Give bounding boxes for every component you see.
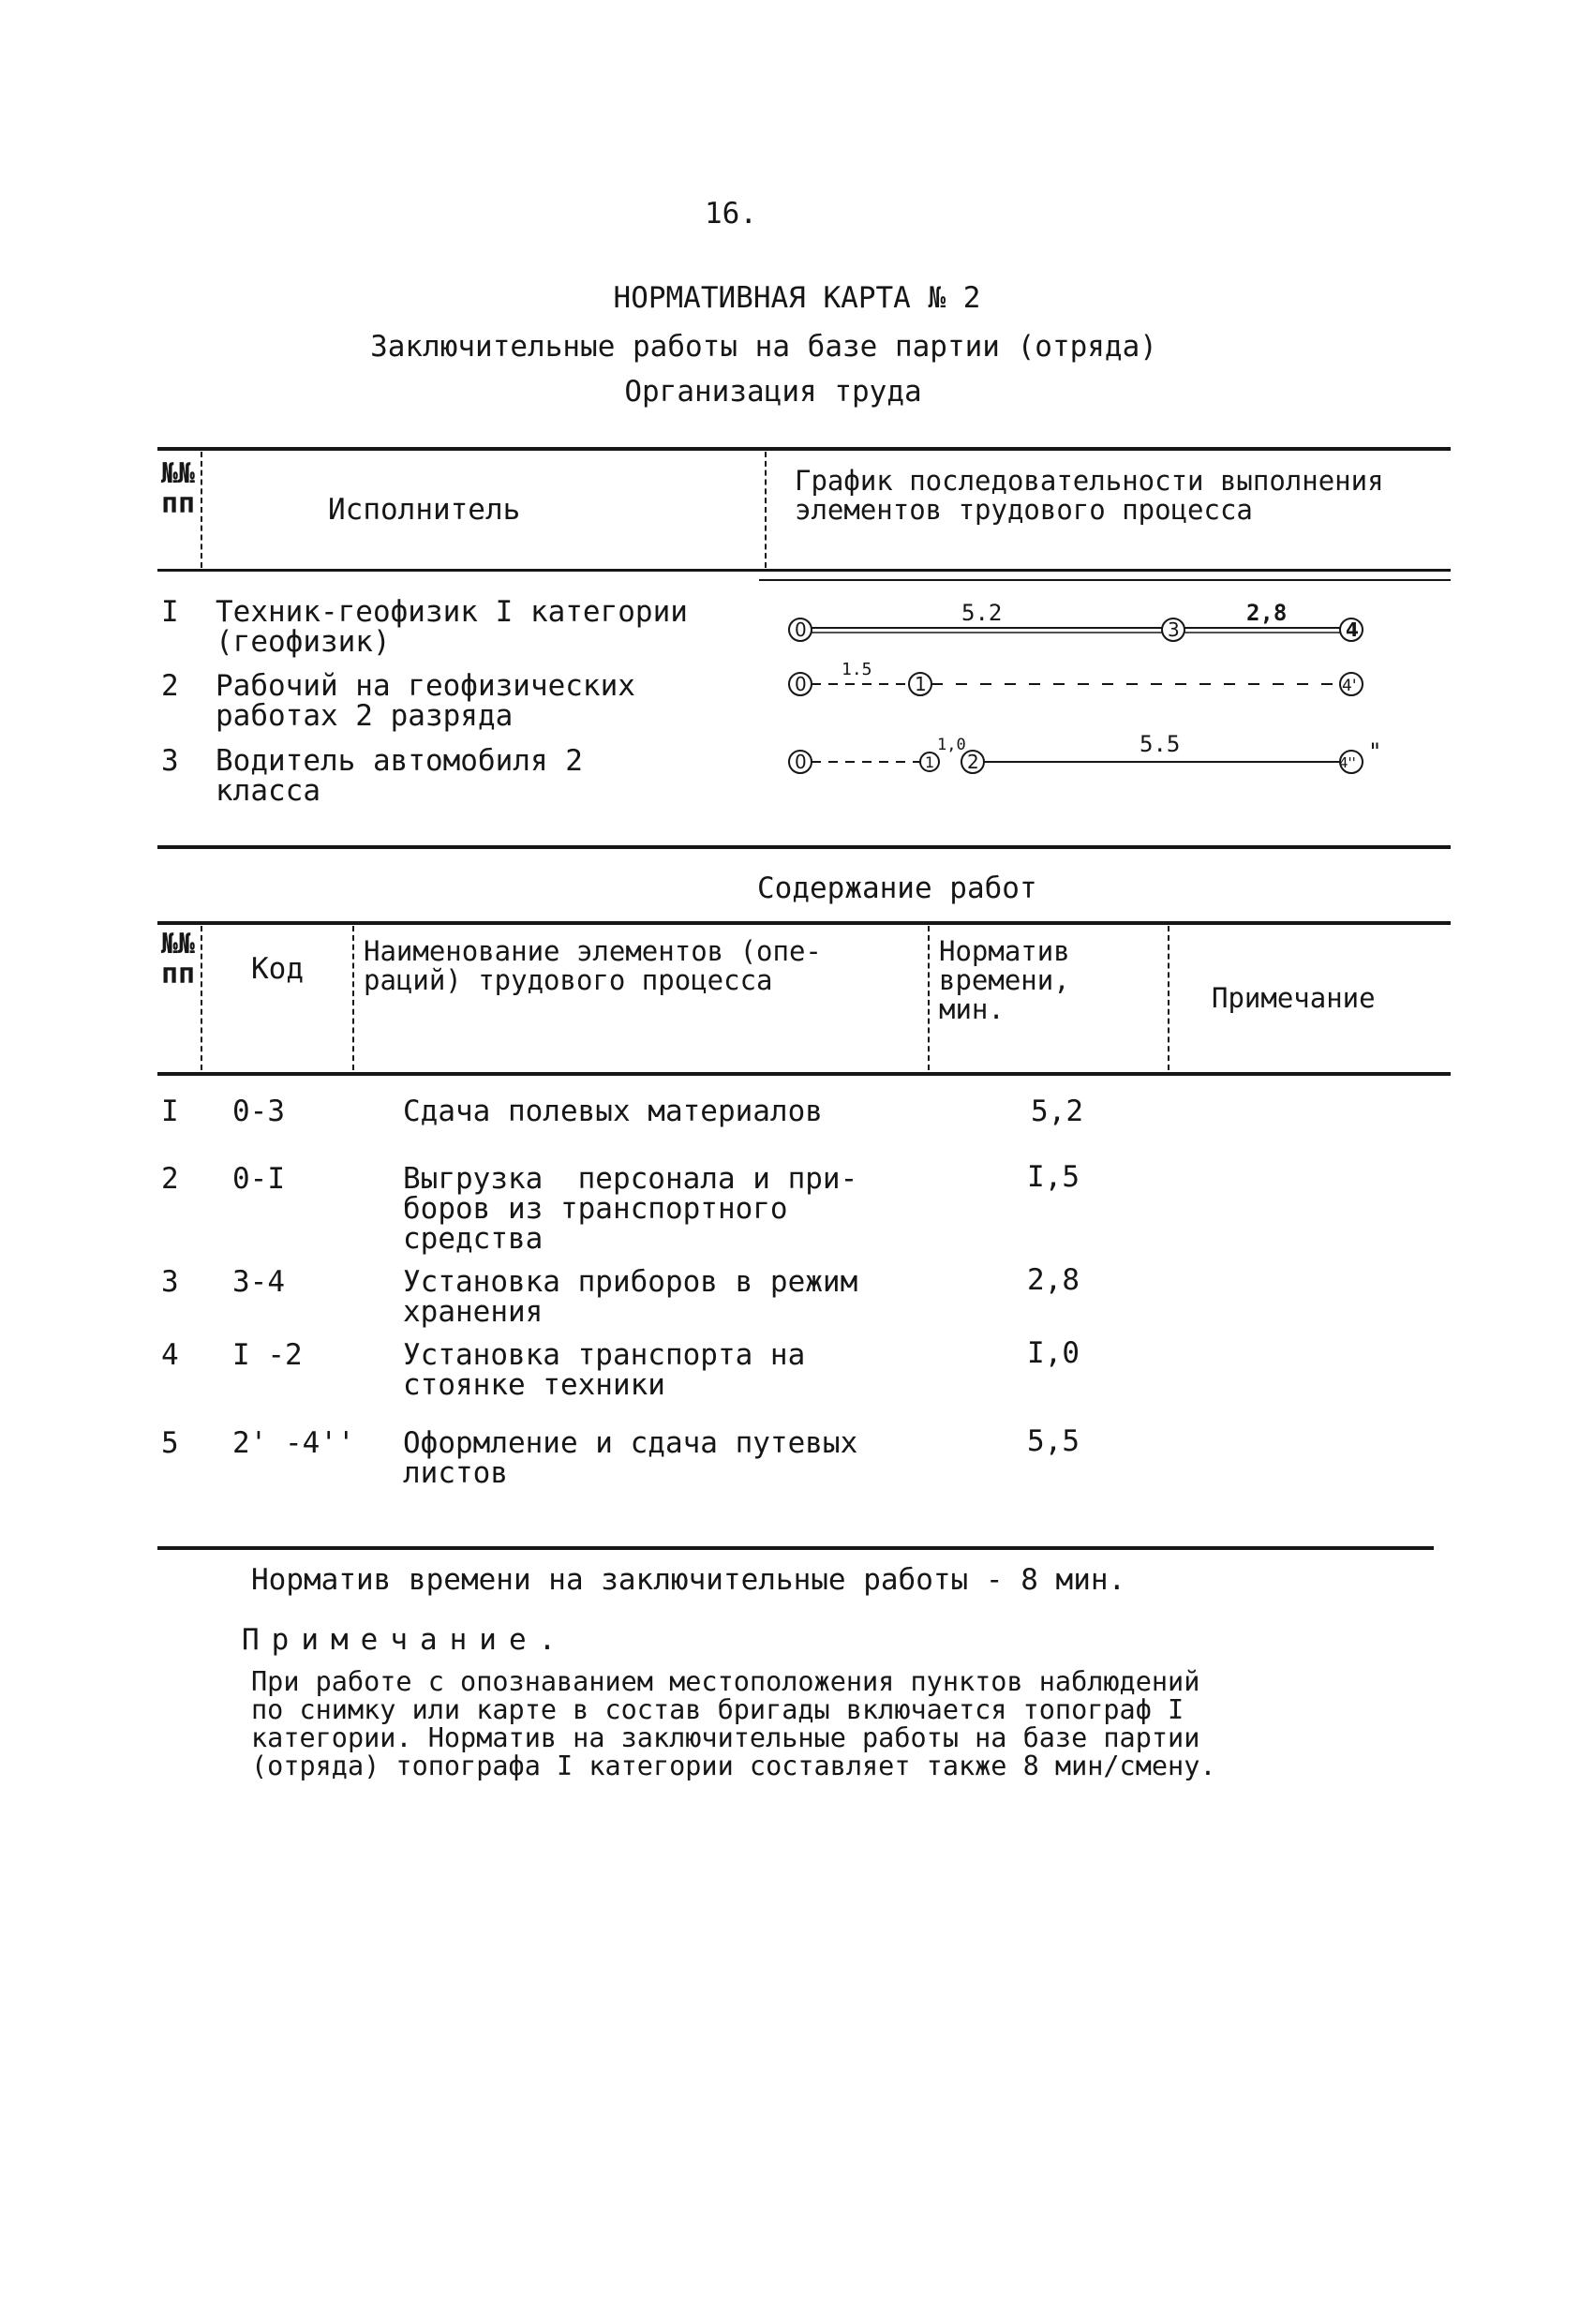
work-row-norm: I,0 [1027, 1336, 1080, 1370]
graph-row-3 [789, 731, 1381, 773]
work-row-code: 0-3 [232, 1095, 285, 1128]
work-row-norm: I,5 [1027, 1160, 1080, 1194]
graph-node-label: 4'' [1339, 754, 1356, 771]
graph-mark: " [1368, 738, 1382, 765]
org-table-divider-2 [765, 452, 767, 568]
org-row-performer: Техник-геофизик I категории (геофизик) [216, 595, 688, 659]
graph-duration: 5.2 [961, 600, 1003, 626]
work-row-norm: 5,2 [1031, 1095, 1083, 1128]
page-number: 16. [705, 197, 757, 231]
work-table-divider-3 [928, 926, 930, 1070]
work-row-num: 2 [161, 1162, 179, 1196]
graph-node-label: 2 [967, 751, 979, 773]
section-title-work-content: Содержание работ [757, 872, 1037, 905]
work-header-num: №№ пп [161, 928, 196, 991]
work-row-name: Оформление и сдача путевых листов [403, 1426, 858, 1490]
graph-node-label: 3 [1168, 618, 1180, 641]
note-title: Примечание. [242, 1623, 569, 1657]
org-header-num: №№ пп [161, 457, 196, 520]
org-row-performer: Рабочий на геофизических работах 2 разряда [216, 669, 635, 733]
work-table-bottom-rule [157, 1546, 1434, 1550]
work-table-top-rule [157, 921, 1451, 925]
work-table-divider-1 [201, 926, 202, 1070]
work-table-divider-4 [1168, 926, 1169, 1070]
section-title-organization: Организация труда [624, 375, 922, 409]
work-row-num: 3 [161, 1265, 179, 1299]
graph-node-label: 1 [915, 673, 927, 695]
org-table-bottom-rule [157, 845, 1451, 849]
work-row-norm: 2,8 [1027, 1263, 1080, 1297]
work-row-num: I [161, 1095, 179, 1128]
work-header-norm: Норматив времени, мин. [939, 935, 1070, 1025]
graph-duration: 1,0 [937, 736, 966, 754]
graph-duration: 5.5 [1140, 731, 1181, 757]
graph-duration: 1.5 [842, 660, 872, 679]
org-row-performer: Водитель автомобиля 2 класса [216, 744, 583, 808]
graph-node-label: 1 [925, 753, 935, 771]
work-header-name: Наименование элементов (опе- раций) трудового процесса [364, 935, 822, 996]
note-text: При работе с опознаванием местоположения пунктов наблюдений по снимку или карте в состав бригады включается топограф I категории. Норматив на заключительные работы на базе партии (отряда) топографа I категории составляет также 8 мин/смену. [251, 1666, 1216, 1781]
graph-node-label: 4 [1346, 618, 1359, 641]
work-row-name: Установка транспорта на стоянке техники [403, 1338, 806, 1402]
org-header-schedule: График последовательности выполнения элементов трудового процесса [795, 465, 1384, 526]
org-table-header-rule [157, 569, 1451, 572]
graph-row-1 [789, 600, 1363, 641]
work-row-num: 4 [161, 1338, 179, 1372]
org-row-num: 2 [161, 669, 179, 703]
work-table-divider-2 [352, 926, 354, 1070]
page-title: НОРМАТИВНАЯ КАРТА № 2 [613, 281, 981, 315]
org-row-num: 3 [161, 744, 179, 778]
org-table-top-rule [157, 447, 1451, 451]
work-row-code: 2' -4'' [232, 1426, 355, 1460]
work-row-num: 5 [161, 1426, 179, 1460]
work-row-name: Выгрузка персонала и при- боров из транспортного средства [403, 1162, 858, 1256]
work-row-code: 3-4 [232, 1265, 285, 1299]
total-norm: Норматив времени на заключительные работы - 8 мин. [251, 1563, 1126, 1597]
graph-duration: 2,8 [1246, 600, 1288, 626]
work-header-note: Примечание [1212, 982, 1376, 1014]
work-row-code: 0-I [232, 1162, 285, 1196]
org-header-performer: Исполнитель [328, 493, 521, 527]
graph-node-label: 0 [795, 673, 807, 695]
org-row-num: I [161, 595, 179, 629]
graph-node-label: 0 [795, 618, 807, 641]
graph-row-2 [789, 660, 1363, 695]
graph-node-label: 4' [1342, 677, 1357, 695]
graph-node-label: 0 [795, 751, 807, 773]
page-subtitle: Заключительные работы на базе партии (отряда) [370, 330, 1157, 364]
schedule-graph [768, 590, 1424, 815]
work-header-code: Код [251, 952, 304, 986]
work-row-norm: 5,5 [1027, 1424, 1080, 1458]
org-table-header-rule-2 [759, 579, 1451, 581]
work-row-name: Сдача полевых материалов [403, 1095, 823, 1128]
org-table-divider-1 [201, 452, 202, 568]
work-table-header-rule [157, 1072, 1451, 1076]
work-row-name: Установка приборов в режим хранения [403, 1265, 858, 1329]
work-row-code: I -2 [232, 1338, 303, 1372]
